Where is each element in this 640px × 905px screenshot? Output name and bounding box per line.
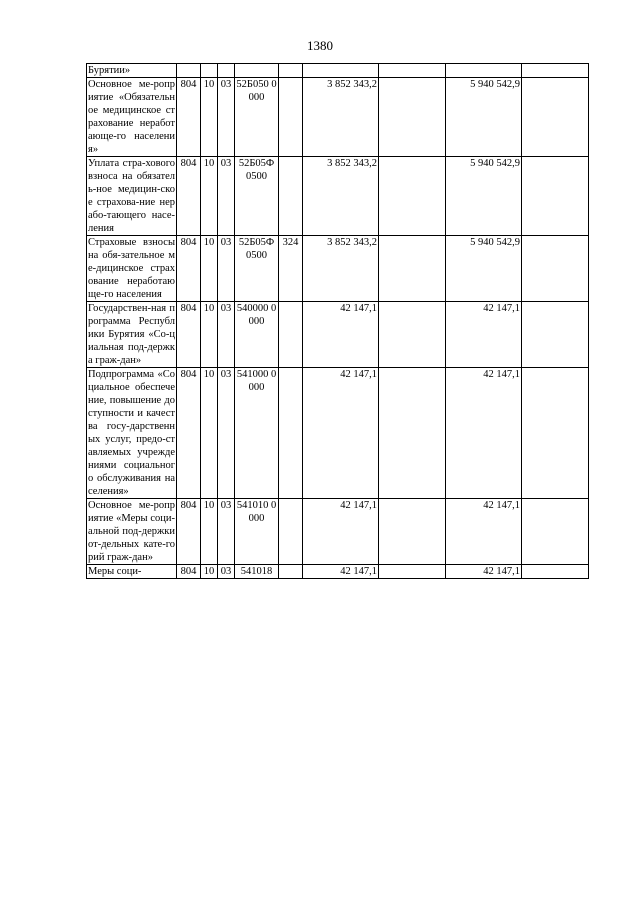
cell-amount-2	[379, 499, 446, 565]
cell-amount-4	[522, 499, 589, 565]
cell-expense-code	[279, 78, 303, 157]
table-body	[87, 64, 589, 579]
cell-expense-code: 324	[279, 236, 303, 302]
cell-section-code: 10	[201, 499, 218, 565]
cell-name: Подпрограмма «Социальное обеспечение, повышение доступности и качества госу-дарственных услуг, предо-ставляемых учреждениями социального обслуживания населения»	[88, 369, 175, 497]
cell-subsection-code	[218, 64, 235, 78]
cell-amount-2	[379, 368, 446, 499]
cell-section-code: 10	[201, 78, 218, 157]
cell-expense-code	[279, 368, 303, 499]
cell-expense-code	[279, 302, 303, 368]
table-row	[87, 368, 589, 499]
cell-amount-4	[522, 78, 589, 157]
page-number: 1380	[307, 38, 333, 53]
cell-subsection-code: 03	[218, 157, 235, 236]
cell-amount-4	[522, 368, 589, 499]
cell-ministry-code: 804	[177, 78, 201, 157]
cell-amount-2	[379, 78, 446, 157]
cell-expense-code	[279, 64, 303, 78]
cell-amount-3: 42 147,1	[446, 302, 522, 368]
cell-amount-3: 5 940 542,9	[446, 78, 522, 157]
table-row	[87, 64, 589, 78]
cell-amount-2	[379, 565, 446, 579]
cell-ministry-code	[177, 64, 201, 78]
cell-section-code	[201, 64, 218, 78]
cell-target-code: 541000 0000	[235, 368, 279, 499]
cell-amount-2	[379, 64, 446, 78]
table-row	[87, 565, 589, 579]
cell-target-code: 52Б05Ф 0500	[235, 157, 279, 236]
cell-section-code: 10	[201, 236, 218, 302]
cell-name: Меры соци-	[87, 565, 177, 579]
cell-target-code: 52Б05Ф 0500	[235, 236, 279, 302]
cell-amount-1: 42 147,1	[303, 368, 379, 499]
cell-amount-3: 5 940 542,9	[446, 236, 522, 302]
table-row	[87, 499, 589, 565]
cell-amount-1: 42 147,1	[303, 302, 379, 368]
budget-table	[86, 63, 589, 579]
cell-subsection-code: 03	[218, 78, 235, 157]
cell-amount-2	[379, 236, 446, 302]
cell-name: Страховые взносы на обя-зательное ме-дицинское страхование неработающе-го населения	[88, 237, 175, 300]
cell-expense-code	[279, 157, 303, 236]
cell-ministry-code: 804	[177, 302, 201, 368]
table-row	[87, 236, 589, 302]
cell-name: Уплата стра-хового взноса на обязатель-ное медицин-ское страхова-ние нерабо-тающего насе-ления	[88, 158, 175, 234]
table-row	[87, 302, 589, 368]
cell-amount-4	[522, 236, 589, 302]
cell-section-code: 10	[201, 368, 218, 499]
cell-amount-4	[522, 565, 589, 579]
cell-subsection-code: 03	[218, 565, 235, 579]
cell-name: Бурятии»	[87, 64, 177, 78]
cell-amount-1	[303, 64, 379, 78]
cell-amount-4	[522, 157, 589, 236]
cell-amount-3: 42 147,1	[446, 499, 522, 565]
cell-amount-4	[522, 302, 589, 368]
cell-subsection-code: 03	[218, 302, 235, 368]
cell-amount-1: 3 852 343,2	[303, 78, 379, 157]
cell-amount-3: 5 940 542,9	[446, 157, 522, 236]
cell-amount-3	[446, 64, 522, 78]
cell-amount-3: 42 147,1	[446, 368, 522, 499]
cell-target-code: 541018	[235, 565, 279, 579]
cell-section-code: 10	[201, 157, 218, 236]
cell-target-code: 541010 0000	[235, 499, 279, 565]
cell-amount-3: 42 147,1	[446, 565, 522, 579]
cell-amount-1: 3 852 343,2	[303, 157, 379, 236]
cell-section-code: 10	[201, 302, 218, 368]
cell-amount-2	[379, 157, 446, 236]
cell-ministry-code: 804	[177, 236, 201, 302]
cell-ministry-code: 804	[177, 157, 201, 236]
cell-amount-1: 42 147,1	[303, 565, 379, 579]
cell-ministry-code: 804	[177, 368, 201, 499]
cell-target-code: 52Б050 0000	[235, 78, 279, 157]
cell-amount-1: 3 852 343,2	[303, 236, 379, 302]
cell-name: Государствен-ная программа Республики Бурятия «Со-циальная под-держка граж-дан»	[88, 303, 175, 366]
cell-amount-2	[379, 302, 446, 368]
cell-amount-4	[522, 64, 589, 78]
cell-ministry-code: 804	[177, 565, 201, 579]
cell-amount-1: 42 147,1	[303, 499, 379, 565]
cell-target-code	[235, 64, 279, 78]
table-row	[87, 78, 589, 157]
cell-ministry-code: 804	[177, 499, 201, 565]
cell-subsection-code: 03	[218, 499, 235, 565]
table-row	[87, 157, 589, 236]
cell-expense-code	[279, 499, 303, 565]
cell-name: Основное ме-роприятие «Обязательное медицинское страхование неработающе-го населения»	[88, 79, 175, 155]
cell-section-code: 10	[201, 565, 218, 579]
cell-name: Основное ме-роприятие «Меры соци-альной под-держки от-дельных кате-горий граж-дан»	[88, 500, 175, 563]
cell-expense-code	[279, 565, 303, 579]
cell-subsection-code: 03	[218, 236, 235, 302]
cell-subsection-code: 03	[218, 368, 235, 499]
cell-target-code: 540000 0000	[235, 302, 279, 368]
